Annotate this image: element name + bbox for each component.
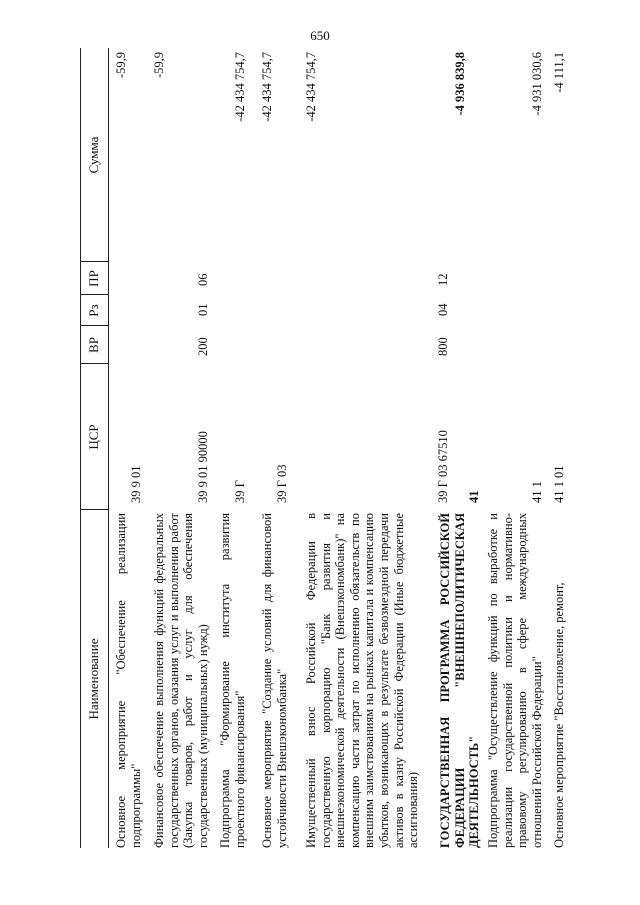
- row-csr: 39 9 01: [128, 465, 143, 503]
- row-pr: 12: [436, 273, 450, 286]
- header-pr: ПР: [86, 270, 101, 287]
- row-csr: 39 Г 03: [274, 464, 289, 503]
- row-pr: 06: [196, 273, 210, 286]
- row-sum: -4 931 030,6: [530, 52, 544, 116]
- row-name: Подпрограмма "Осуществление функций по выработке и реализации государственной политики и нормативно-правовому регулированию в сфере международных отношений Российской Федерации": [486, 513, 544, 848]
- row-csr: 41 1 01: [552, 465, 566, 503]
- page-number: 650: [310, 28, 330, 43]
- row-sum: -59,9: [152, 52, 166, 79]
- header-csr: ЦСР: [86, 424, 101, 450]
- row-name: ГОСУДАРСТВЕННАЯ ПРОГРАММА РОССИЙСКОЙ ФЕДЕРАЦИИ "ВНЕШНЕПОЛИТИЧЕСКАЯ ДЕЯТЕЛЬНОСТЬ": [438, 513, 482, 848]
- row-csr: 39 Г: [232, 480, 247, 503]
- row-name: Финансовое обеспечение выполнения функций федеральных государственных органов, оказания услуг и выполнения работ (Закупка товаров, работ и услуг для обеспечения государственных (муниципальных) нужд): [152, 513, 210, 848]
- row-sum: -59,9: [114, 52, 128, 79]
- header-bottom-border: [108, 48, 109, 848]
- row-name: Подпрограмма "Формирование института развития проектного финансирования": [218, 513, 247, 848]
- budget-table: [80, 48, 610, 848]
- row-name: Основное мероприятие "Восстановление, ремонт,: [552, 582, 566, 848]
- header-sum: Сумма: [86, 136, 101, 174]
- row-rz: 04: [436, 303, 450, 316]
- row-name: Основное мероприятие "Создание условий для финансовой устойчивости Внешэкономбанка": [260, 513, 289, 848]
- row-csr: 39 9 01 90000: [196, 431, 210, 503]
- header-vr: ВР: [86, 337, 101, 353]
- row-csr: 41: [467, 490, 481, 503]
- row-name: Основное мероприятие "Обеспечение реализации подпрограммы": [114, 513, 143, 848]
- row-vr: 200: [196, 337, 210, 356]
- row-csr: 41 1: [530, 481, 544, 503]
- row-sum: -42 434 754,7: [260, 52, 274, 122]
- row-csr: 39 Г 03 67510: [436, 430, 450, 503]
- row-sum: -4 936 839,8: [452, 52, 467, 116]
- row-vr: 800: [436, 337, 450, 356]
- header-name: Наименование: [86, 638, 101, 720]
- row-rz: 01: [196, 303, 210, 316]
- row-sum: -4 111,1: [552, 52, 566, 93]
- row-sum: -42 434 754,7: [232, 52, 247, 122]
- row-name: Имущественный взнос Российской Федерации в государственную корпорацию "Банк развития и внешнеэкономической деятельности (Внешэкономбанк)" на компенсацию части затрат по исполнению обязательств по внешним заимствованиям на рынках капитала и компенсацию убытков, возникающих в результате безвозмездной передачи активов в казну Российской Федерации (Иные бюджетные ассигнования): [304, 513, 421, 848]
- header-rz: Рз: [86, 304, 101, 317]
- row-sum: -42 434 754,7: [304, 52, 318, 122]
